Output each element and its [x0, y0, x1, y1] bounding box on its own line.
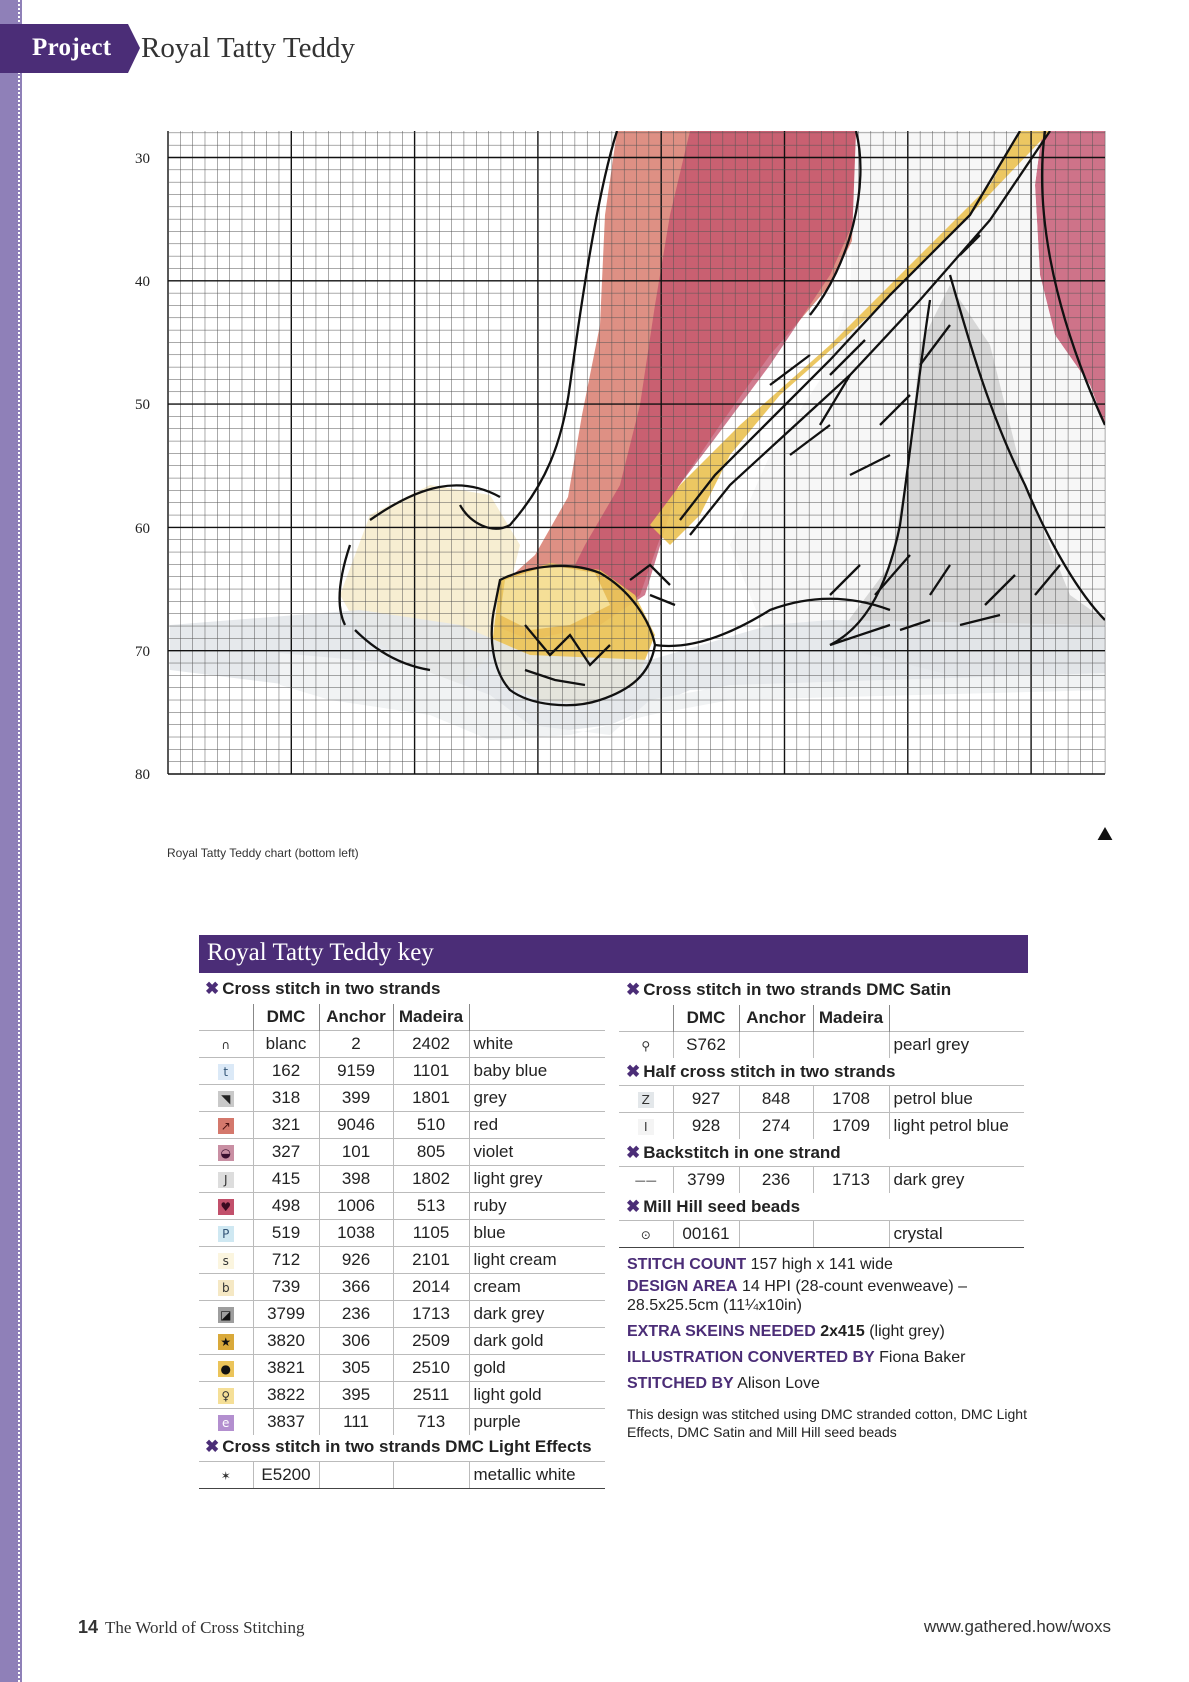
symbol-cell	[199, 1220, 253, 1247]
stitch-count-value: 157 high x 141 wide	[750, 1256, 893, 1273]
symbol-cell	[199, 1085, 253, 1112]
madeira-cell: 2402	[393, 1031, 469, 1058]
colour-name-cell: dark grey	[889, 1167, 1024, 1194]
extra-skeins-suffix: (light grey)	[869, 1323, 945, 1340]
dmc-cell: blanc	[253, 1031, 319, 1058]
key-row	[199, 1301, 605, 1328]
symbol-cell	[619, 1032, 673, 1059]
colour-name-cell: grey	[469, 1085, 605, 1112]
key-row	[199, 1355, 605, 1382]
anchor-cell: 111	[319, 1409, 393, 1436]
beads-heading-text: Mill Hill seed beads	[643, 1197, 801, 1216]
page-number: 14	[78, 1617, 99, 1637]
key-row	[199, 1112, 605, 1139]
row-label-30: 30	[135, 151, 150, 167]
chart-centre-arrow	[1097, 827, 1113, 840]
key-row	[199, 1220, 605, 1247]
dmc-cell: 327	[253, 1139, 319, 1166]
dmc-cell: 739	[253, 1274, 319, 1301]
colour-name-cell: light cream	[469, 1247, 605, 1274]
row-label-80: 80	[135, 767, 150, 783]
madeira-cell: 1709	[813, 1113, 889, 1140]
colour-name-cell: pearl grey	[889, 1032, 1024, 1059]
key-row	[619, 1086, 1024, 1113]
madeira-cell: 2510	[393, 1355, 469, 1382]
anchor-cell: 236	[739, 1167, 813, 1194]
light-effects-heading	[205, 1437, 592, 1457]
anchor-column-header: Anchor	[319, 1004, 393, 1031]
stitched-by-value: Alison Love	[737, 1375, 820, 1392]
materials-note: This design was stitched using DMC stranded cotton, DMC Light Effects, DMC Satin and Mill Hill seed beads	[627, 1406, 1027, 1440]
key-row	[199, 1085, 605, 1112]
dmc-cell: 519	[253, 1220, 319, 1247]
colour-name-cell: purple	[469, 1409, 605, 1436]
cross-stitch-rows	[199, 1031, 605, 1436]
half-cross-heading	[626, 1062, 895, 1082]
row-label-50: 50	[135, 397, 150, 413]
backstitch-table	[619, 1166, 1024, 1193]
anchor-cell: 9046	[319, 1112, 393, 1139]
anchor-cell: 236	[319, 1301, 393, 1328]
stitch-symbol-icon: ——	[632, 1173, 660, 1189]
light-effects-rows	[199, 1462, 605, 1489]
madeira-column-header: Madeira	[813, 1005, 889, 1032]
madeira-cell: 2014	[393, 1274, 469, 1301]
madeira-cell	[393, 1462, 469, 1489]
colour-name-column-header	[469, 1004, 605, 1031]
stitch-symbol-icon: P	[218, 1226, 234, 1242]
colour-name-cell: light gold	[469, 1382, 605, 1409]
stitched-by	[627, 1375, 820, 1393]
dmc-cell: 498	[253, 1193, 319, 1220]
madeira-cell: 805	[393, 1139, 469, 1166]
key-row	[199, 1409, 605, 1436]
footer-url[interactable]: www.gathered.how/woxs	[923, 1617, 1111, 1636]
anchor-cell: 9159	[319, 1058, 393, 1085]
colour-name-cell: white	[469, 1031, 605, 1058]
anchor-cell: 101	[319, 1139, 393, 1166]
design-area	[627, 1278, 967, 1296]
madeira-cell: 1713	[813, 1167, 889, 1194]
symbol-cell	[199, 1031, 253, 1058]
cross-icon: ✖	[626, 1062, 641, 1081]
half-cross-heading-text: Half cross stitch in two strands	[643, 1062, 896, 1081]
colour-name-cell: blue	[469, 1220, 605, 1247]
key-row	[619, 1032, 1024, 1059]
light-effects-table	[199, 1461, 605, 1489]
key-row	[619, 1167, 1024, 1194]
cross-stitch-heading-text: Cross stitch in two strands	[222, 979, 441, 998]
anchor-cell: 926	[319, 1247, 393, 1274]
stitch-symbol-icon: ↗	[218, 1118, 234, 1134]
anchor-cell: 2	[319, 1031, 393, 1058]
madeira-column-header: Madeira	[393, 1004, 469, 1031]
dmc-cell: 318	[253, 1085, 319, 1112]
satin-heading-text: Cross stitch in two strands DMC Satin	[643, 980, 952, 999]
colour-name-cell: dark gold	[469, 1328, 605, 1355]
symbol-cell	[199, 1409, 253, 1436]
symbol-cell	[619, 1167, 673, 1194]
madeira-cell: 1101	[393, 1058, 469, 1085]
madeira-cell: 513	[393, 1193, 469, 1220]
stitch-symbol-icon: Z	[638, 1092, 654, 1108]
dmc-column-header: DMC	[673, 1005, 739, 1032]
half-cross-table	[619, 1085, 1024, 1139]
dmc-cell: S762	[673, 1032, 739, 1059]
madeira-cell: 1105	[393, 1220, 469, 1247]
cross-icon: ✖	[626, 1197, 641, 1216]
key-row	[199, 1328, 605, 1355]
anchor-cell: 274	[739, 1113, 813, 1140]
madeira-cell: 2511	[393, 1382, 469, 1409]
colour-name-column-header	[889, 1005, 1024, 1032]
chart-caption: Royal Tatty Teddy chart (bottom left)	[167, 846, 359, 860]
key-title: Royal Tatty Teddy key	[207, 939, 434, 966]
stitch-symbol-icon: ⚲	[638, 1038, 654, 1054]
anchor-cell	[319, 1462, 393, 1489]
chart-row-labels	[135, 151, 150, 783]
key-row	[199, 1247, 605, 1274]
symbol-cell	[199, 1274, 253, 1301]
satin-table	[619, 1005, 1024, 1058]
stitch-symbol-icon: J	[218, 1172, 234, 1188]
dmc-cell: 162	[253, 1058, 319, 1085]
stitch-symbol-icon: ●	[218, 1361, 234, 1377]
key-row	[199, 1031, 605, 1058]
magazine-name: The World of Cross Stitching	[104, 1618, 305, 1637]
row-label-70: 70	[135, 644, 150, 660]
madeira-cell	[813, 1032, 889, 1059]
stitch-symbol-icon: t	[218, 1064, 234, 1080]
dmc-cell: 3820	[253, 1328, 319, 1355]
anchor-cell: 366	[319, 1274, 393, 1301]
cross-icon: ✖	[626, 980, 641, 999]
table-header-row	[619, 1005, 1024, 1032]
beads-rows	[619, 1221, 1024, 1248]
dmc-cell: 3822	[253, 1382, 319, 1409]
cross-icon: ✖	[626, 1143, 641, 1162]
stitch-symbol-icon: b	[218, 1280, 234, 1296]
row-label-60: 60	[135, 521, 150, 537]
cross-stitch-table	[199, 1004, 605, 1435]
colour-name-cell: crystal	[889, 1221, 1024, 1248]
backstitch-heading	[626, 1143, 841, 1163]
dmc-cell: 928	[673, 1113, 739, 1140]
anchor-cell	[739, 1221, 813, 1248]
colour-name-cell: red	[469, 1112, 605, 1139]
key-row	[199, 1193, 605, 1220]
stitch-count-label: STITCH COUNT	[627, 1256, 747, 1273]
illustration-label: ILLUSTRATION CONVERTED BY	[627, 1349, 875, 1366]
stitch-symbol-icon: ✶	[218, 1468, 234, 1484]
symbol-cell	[199, 1462, 253, 1489]
stitch-symbol-icon: ◒	[218, 1145, 234, 1161]
colour-name-cell: metallic white	[469, 1462, 605, 1489]
light-effects-heading-text: Cross stitch in two strands DMC Light Effects	[222, 1437, 592, 1456]
design-area-label: DESIGN AREA	[627, 1278, 738, 1295]
key-row	[199, 1382, 605, 1409]
anchor-cell: 848	[739, 1086, 813, 1113]
key-row	[199, 1058, 605, 1085]
extra-skeins-value: 2x415	[820, 1323, 865, 1340]
symbol-cell	[199, 1247, 253, 1274]
stitch-symbol-icon: ◪	[218, 1307, 234, 1323]
beads-table	[619, 1220, 1024, 1248]
stitch-symbol-icon: ⊙	[638, 1227, 654, 1243]
dmc-cell: 00161	[673, 1221, 739, 1248]
design-area-size: 28.5x25.5cm (11¼x10in)	[627, 1297, 802, 1314]
stitched-by-label: STITCHED BY	[627, 1375, 734, 1392]
beads-heading	[626, 1197, 800, 1217]
symbol-cell	[199, 1355, 253, 1382]
anchor-cell: 306	[319, 1328, 393, 1355]
symbol-cell	[199, 1193, 253, 1220]
key-row	[619, 1221, 1024, 1248]
symbol-cell	[619, 1086, 673, 1113]
symbol-column-header	[619, 1005, 673, 1032]
stitch-symbol-icon: ∩	[218, 1037, 234, 1053]
cross-stitch-chart	[130, 125, 1120, 840]
madeira-cell: 1801	[393, 1085, 469, 1112]
dmc-cell: E5200	[253, 1462, 319, 1489]
anchor-cell: 1006	[319, 1193, 393, 1220]
section-tab-label: Project	[32, 34, 112, 61]
colour-name-cell: gold	[469, 1355, 605, 1382]
madeira-cell: 2101	[393, 1247, 469, 1274]
madeira-cell: 1708	[813, 1086, 889, 1113]
symbol-cell	[199, 1166, 253, 1193]
anchor-cell: 395	[319, 1382, 393, 1409]
row-label-40: 40	[135, 274, 150, 290]
symbol-cell	[199, 1139, 253, 1166]
key-row	[199, 1139, 605, 1166]
dmc-cell: 712	[253, 1247, 319, 1274]
stitch-symbol-icon: ★	[218, 1334, 234, 1350]
symbol-cell	[199, 1112, 253, 1139]
anchor-cell: 398	[319, 1166, 393, 1193]
dmc-cell: 3799	[253, 1301, 319, 1328]
page-title: Royal Tatty Teddy	[141, 32, 355, 64]
colour-name-cell: petrol blue	[889, 1086, 1024, 1113]
symbol-column-header	[199, 1004, 253, 1031]
half-cross-rows	[619, 1086, 1024, 1140]
anchor-cell: 399	[319, 1085, 393, 1112]
colour-name-cell: light petrol blue	[889, 1113, 1024, 1140]
madeira-cell: 1713	[393, 1301, 469, 1328]
backstitch-rows	[619, 1167, 1024, 1194]
stitch-symbol-icon: s	[218, 1253, 234, 1269]
colour-name-cell: violet	[469, 1139, 605, 1166]
madeira-cell: 2509	[393, 1328, 469, 1355]
symbol-cell	[199, 1301, 253, 1328]
madeira-cell	[813, 1221, 889, 1248]
design-area-value: 14 HPI (28-count evenweave) –	[741, 1278, 967, 1295]
colour-name-cell: light grey	[469, 1166, 605, 1193]
chart-color-fills	[170, 131, 1105, 740]
extra-skeins	[627, 1323, 945, 1341]
dmc-cell: 3821	[253, 1355, 319, 1382]
anchor-cell	[739, 1032, 813, 1059]
anchor-column-header: Anchor	[739, 1005, 813, 1032]
stitch-symbol-icon: ♀	[218, 1388, 234, 1404]
cross-icon: ✖	[205, 1437, 220, 1456]
cross-icon: ✖	[205, 979, 220, 998]
symbol-cell	[619, 1113, 673, 1140]
dmc-cell: 927	[673, 1086, 739, 1113]
dmc-cell: 3837	[253, 1409, 319, 1436]
stitch-symbol-icon: I	[638, 1119, 654, 1135]
extra-skeins-label: EXTRA SKEINS NEEDED	[627, 1323, 816, 1340]
colour-name-cell: baby blue	[469, 1058, 605, 1085]
stitch-symbol-icon: ♥	[218, 1199, 234, 1215]
satin-rows	[619, 1032, 1024, 1059]
cross-stitch-heading	[205, 979, 440, 999]
stitch-count	[627, 1256, 893, 1274]
symbol-cell	[199, 1058, 253, 1085]
key-row	[199, 1462, 605, 1489]
table-header-row	[199, 1004, 605, 1031]
illustration-value: Fiona Baker	[879, 1349, 966, 1366]
madeira-cell: 510	[393, 1112, 469, 1139]
symbol-cell	[199, 1382, 253, 1409]
colour-name-cell: dark grey	[469, 1301, 605, 1328]
dmc-cell: 415	[253, 1166, 319, 1193]
stitch-symbol-icon: ◥	[218, 1091, 234, 1107]
anchor-cell: 305	[319, 1355, 393, 1382]
colour-name-cell: cream	[469, 1274, 605, 1301]
key-row	[199, 1166, 605, 1193]
stitch-symbol-icon: e	[218, 1415, 234, 1431]
backstitch-heading-text: Backstitch in one strand	[643, 1143, 841, 1162]
anchor-cell: 1038	[319, 1220, 393, 1247]
madeira-cell: 713	[393, 1409, 469, 1436]
symbol-cell	[199, 1328, 253, 1355]
dmc-column-header: DMC	[253, 1004, 319, 1031]
dmc-cell: 321	[253, 1112, 319, 1139]
satin-heading	[626, 980, 951, 1000]
decorative-side-stripe	[0, 0, 22, 1682]
symbol-cell	[619, 1221, 673, 1248]
colour-name-cell: ruby	[469, 1193, 605, 1220]
dmc-cell: 3799	[673, 1167, 739, 1194]
footer-magazine	[78, 1617, 304, 1638]
illustration-credit	[627, 1349, 965, 1367]
key-row	[199, 1274, 605, 1301]
key-row	[619, 1113, 1024, 1140]
madeira-cell: 1802	[393, 1166, 469, 1193]
